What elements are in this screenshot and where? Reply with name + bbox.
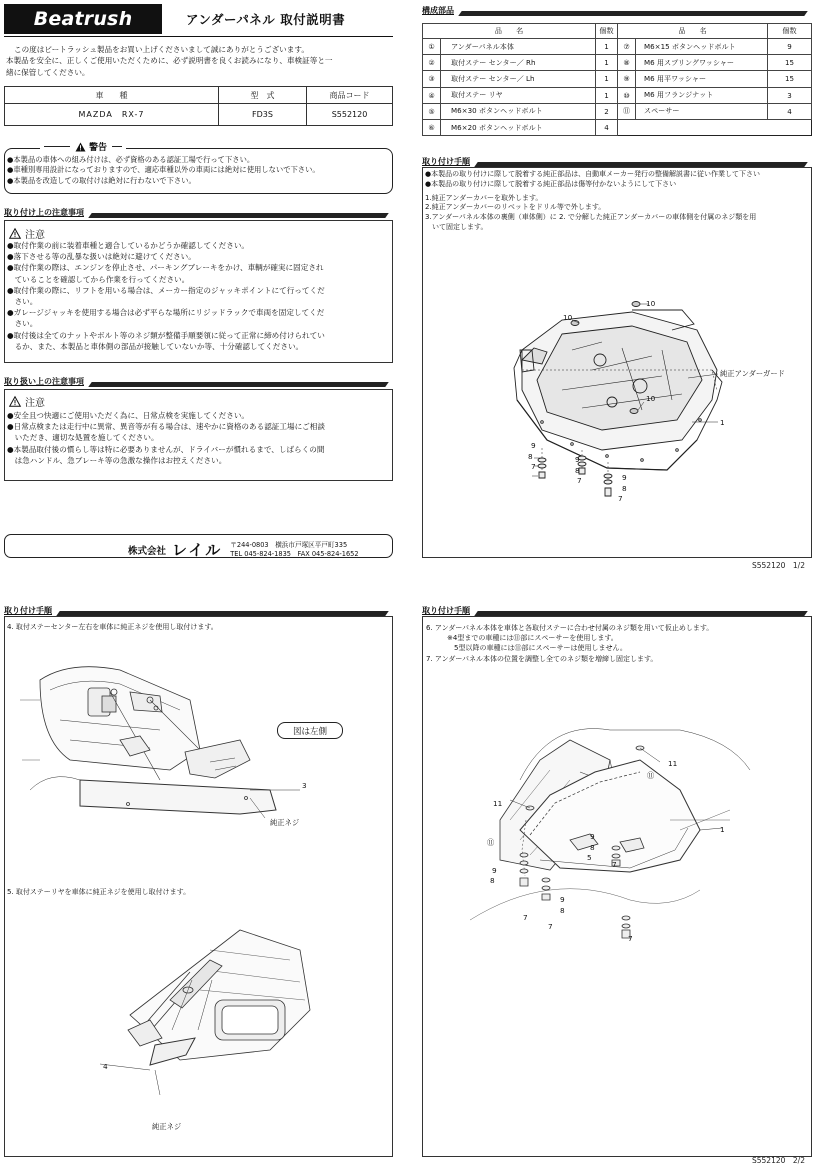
center-stay-figure bbox=[10, 640, 390, 840]
step-line: 3.アンダーパネル本体の裏側（車体側）に 2. で分解した純正アンダーカバーの車体側を付属のネジ類を用 bbox=[425, 213, 757, 222]
cell-name: M6×30 ボタンヘッドボルト bbox=[441, 103, 596, 119]
note-line: るか、また、本製品と車体側の部品が接触していないか等、十分確認してください。 bbox=[7, 341, 304, 351]
header-cell-type: 型 式 bbox=[219, 87, 307, 104]
label-genuine-screw: 純正ネジ bbox=[152, 1122, 182, 1131]
install-steps-heading bbox=[422, 155, 812, 167]
install-steps-heading bbox=[4, 604, 393, 616]
cell-no: ④ bbox=[423, 87, 441, 103]
cell-qty: 3 bbox=[768, 87, 812, 103]
label-7: 7 bbox=[618, 494, 623, 503]
label-circled-11: ⑪ bbox=[647, 771, 655, 780]
cell-qty: 2 bbox=[596, 103, 618, 119]
step-line: ●本製品の取り付けに際して脱着する純正部品は、自動車メーカー発行の整備解説書に従い作業して下さい bbox=[425, 170, 760, 178]
note-line: さい。 bbox=[7, 297, 38, 307]
cell-name: M6×20 ボタンヘッドボルト bbox=[441, 119, 596, 135]
step-line: いて固定します。 bbox=[425, 222, 488, 231]
label-8: 8 bbox=[560, 906, 565, 915]
cell-qty: 1 bbox=[596, 55, 618, 71]
company-contact: TEL 045-824-1835 FAX 045-824-1652 bbox=[230, 549, 359, 558]
step-line: 2.純正アンダーカバーのリベットをドリル等で外します。 bbox=[425, 203, 606, 212]
cell-name: M6 用フランジナット bbox=[636, 87, 768, 103]
install-notes-text bbox=[7, 240, 325, 352]
table-row bbox=[423, 39, 812, 55]
label-8: 8 bbox=[590, 843, 595, 852]
label-circled-11: ⑪ bbox=[487, 838, 495, 847]
label-9: 9 bbox=[492, 866, 497, 875]
cell-no: ⑤ bbox=[423, 103, 441, 119]
company-info bbox=[128, 539, 359, 560]
install-steps-text bbox=[425, 170, 760, 233]
label-10: 10 bbox=[646, 299, 656, 308]
cell-qty: 1 bbox=[596, 39, 618, 55]
install-steps-heading bbox=[422, 604, 812, 616]
note-line: ●取付作業の際は、エンジンを停止させ、パーキングブレーキをかけ、車輌が確実に固定され bbox=[7, 263, 324, 273]
company-address: 〒244-0803 横浜市戸塚区平戸町335 bbox=[230, 541, 348, 549]
label-8: 8 bbox=[622, 484, 627, 493]
header-cell: 個数 bbox=[596, 24, 618, 39]
step-line: 7. アンダーパネル本体の位置を調整し全てのネジ類を増締し固定します。 bbox=[426, 654, 658, 663]
label-9: 9 bbox=[560, 895, 565, 904]
parts-heading bbox=[422, 4, 812, 16]
label-1: 1 bbox=[720, 825, 725, 834]
cell-no: ③ bbox=[423, 71, 441, 87]
panel-install-figure bbox=[430, 700, 810, 960]
caution-label: 注意 bbox=[25, 230, 45, 241]
step-line: ●本製品の取り付けに際して脱着する純正部品は傷等付かないようにして下さい bbox=[425, 179, 677, 188]
note-line: ●日常点検または走行中に異常、異音等が有る場合は、速やかに資格のある認証工場にご相談 bbox=[7, 422, 325, 432]
table-row bbox=[423, 103, 812, 119]
label-10: 10 bbox=[563, 313, 573, 322]
label-7: 7 bbox=[612, 860, 617, 869]
header-divider bbox=[4, 36, 393, 37]
caution-icon bbox=[9, 396, 21, 407]
step-5-text: 5. 取付ステーリヤを車体に純正ネジを使用し取付けます。 bbox=[7, 888, 191, 896]
label-9: 9 bbox=[622, 473, 627, 482]
section-title: 取り付け手順 bbox=[4, 606, 52, 615]
label-10: 10 bbox=[646, 394, 656, 403]
cell-qty: 15 bbox=[768, 55, 812, 71]
cell-type: FD3S bbox=[219, 104, 307, 126]
company-prefix: 株式会社 bbox=[128, 545, 167, 557]
note-line: ていることを確認してから作業を行ってください。 bbox=[7, 274, 190, 284]
cell-no: ⑥ bbox=[423, 119, 441, 135]
label-7: 7 bbox=[577, 476, 582, 485]
company-name: レイル bbox=[172, 541, 223, 559]
label-7: 7 bbox=[531, 462, 536, 471]
header-cell-code: 商品コード bbox=[307, 87, 393, 104]
brand-logo bbox=[4, 4, 162, 34]
note-line: ●取付後は全てのナットやボルト等のネジ類が整備手順要領に従って正常に締め付けられてい bbox=[7, 330, 325, 340]
rear-stay-figure bbox=[100, 920, 380, 1140]
intro-text bbox=[6, 44, 333, 78]
warning-icon bbox=[75, 142, 86, 152]
table-row bbox=[423, 55, 812, 71]
note-line: さい。 bbox=[7, 319, 38, 329]
cell-name: 取付ステー センター／ Rh bbox=[441, 55, 596, 71]
note-line: は急ハンドル、急ブレーキ等の急激な操作はお控えください。 bbox=[7, 455, 227, 465]
label-11: 11 bbox=[493, 799, 503, 808]
label-genuine-guard: 純正アンダーガード bbox=[720, 369, 785, 378]
warning-line: ●本製品を改造しての取付けは絶対に行わないで下さい。 bbox=[7, 175, 196, 185]
cell-no: ⑦ bbox=[618, 39, 636, 55]
cell-no: ⑨ bbox=[618, 71, 636, 87]
table-row bbox=[423, 71, 812, 87]
label-11: 11 bbox=[668, 759, 678, 768]
step-line: 6. アンダーパネル本体を車体と各取付ステーに合わせ付属のネジ類を用いて仮止めします。 bbox=[426, 624, 714, 632]
header-cell: 品 名 bbox=[423, 24, 596, 39]
note-line: ●落下させる等の乱暴な扱いは絶対に避けてください。 bbox=[7, 252, 196, 262]
header-cell: 品 名 bbox=[618, 24, 768, 39]
label-8: 8 bbox=[490, 876, 495, 885]
cell-code: S552120 bbox=[307, 104, 393, 126]
step-line: 1.純正アンダーカバーを取外します。 bbox=[425, 193, 543, 202]
label-8: 8 bbox=[528, 452, 533, 461]
handling-notes-text bbox=[7, 410, 325, 466]
section-title: 取り付け上の注意事項 bbox=[4, 208, 84, 217]
vehicle-table bbox=[4, 86, 393, 126]
caution-icon bbox=[9, 228, 21, 239]
label-genuine-screw: 純正ネジ bbox=[270, 818, 300, 827]
warning-text bbox=[7, 155, 320, 186]
label-7: 7 bbox=[628, 934, 633, 943]
page-number: S552120 2/2 bbox=[752, 1156, 805, 1165]
cell-name: 取付ステー リヤ bbox=[441, 87, 596, 103]
label-4: 4 bbox=[103, 1062, 108, 1071]
warning-label bbox=[40, 140, 126, 153]
note-line: ●ガレージジャッキを使用する場合は必ず平らな場所にリジッドラックで車両を固定してくだ bbox=[7, 308, 325, 318]
label-7: 7 bbox=[548, 922, 553, 931]
brand-logo-text: Beatrush bbox=[33, 8, 133, 30]
note-line: ●取付作業の前に装着車種と適合しているかどうか確認してください。 bbox=[7, 241, 250, 250]
table-header-row bbox=[5, 87, 393, 104]
cell-qty: 15 bbox=[768, 71, 812, 87]
label-9: 9 bbox=[575, 455, 580, 464]
label-9: 9 bbox=[590, 832, 595, 841]
intro-line: 緒に保管してください。 bbox=[6, 67, 90, 77]
intro-line: 本製品を安全に、正しくご使用いただくために、必ず説明書を良くお読みになり、車検証等と一 bbox=[6, 56, 333, 66]
label-9: 9 bbox=[531, 441, 536, 450]
label-1: 1 bbox=[720, 418, 725, 427]
cell-name: M6 用平ワッシャー bbox=[636, 71, 768, 87]
cell-qty: 4 bbox=[768, 103, 812, 119]
cell-name: M6×15 ボタンヘッドボルト bbox=[636, 39, 768, 55]
table-row bbox=[5, 104, 393, 126]
cell-qty: 4 bbox=[596, 119, 618, 135]
header-cell-model: 車 種 bbox=[5, 87, 219, 104]
step-line: ※4型までの車種には⑪部にスペーサーを使用します。 bbox=[426, 634, 618, 643]
label-7: 7 bbox=[523, 913, 528, 922]
caution-heading bbox=[9, 394, 45, 409]
step-6-text bbox=[426, 623, 713, 664]
under-panel-figure bbox=[422, 290, 812, 520]
caution-heading bbox=[9, 226, 45, 241]
step-4-text: 4. 取付ステーセンター左右を車体に純正ネジを使用し取付けます。 bbox=[7, 623, 218, 631]
cell-no: ① bbox=[423, 39, 441, 55]
cell-qty: 1 bbox=[596, 87, 618, 103]
section-title: 取り付け手順 bbox=[422, 157, 470, 166]
cell-name: スペーサー bbox=[636, 103, 768, 119]
cell-model: MAZDA RX-7 bbox=[5, 104, 219, 126]
section-title: 取り付け手順 bbox=[422, 606, 470, 615]
label-5: 5 bbox=[587, 853, 592, 862]
warning-line: ●車種別専用設計になっておりますので、適応車種以外の車両には絶対に使用しないで下さい。 bbox=[7, 165, 320, 175]
label-3: 3 bbox=[302, 781, 307, 790]
table-header-row bbox=[423, 24, 812, 39]
handling-notes-heading bbox=[4, 375, 393, 387]
cell-no: ② bbox=[423, 55, 441, 71]
note-line: ●安全且つ快適にご使用いただく為に、日常点検を実施してください。 bbox=[7, 411, 250, 420]
step-line: 5型以降の車種には⑪部にスペーサーは使用しません。 bbox=[426, 644, 627, 653]
label-8: 8 bbox=[575, 466, 580, 475]
cell-no: ⑧ bbox=[618, 55, 636, 71]
section-title: 構成部品 bbox=[422, 6, 454, 15]
cell-qty: 1 bbox=[596, 71, 618, 87]
cell-no: ⑩ bbox=[618, 87, 636, 103]
note-line: ●取付作業の際に、リフトを用いる場合は、メーカー指定のジャッキポイントにて行ってくだ bbox=[7, 285, 325, 295]
left-side-badge: 図は左側 bbox=[277, 722, 343, 739]
note-line: いただき、適切な処置を施してください。 bbox=[7, 433, 159, 443]
warning-line: ●本製品の車体への組み付けは、必ず資格のある認証工場で行って下さい。 bbox=[7, 155, 255, 164]
cell-name: 取付ステー センター／ Lh bbox=[441, 71, 596, 87]
intro-line: この度はビートラッシュ製品をお買い上げくださいまして誠にありがとうございます。 bbox=[14, 45, 309, 54]
note-line: ●本製品取付後の慣らし等は特に必要ありませんが、ドライバーが慣れるまで、しばらくの間 bbox=[7, 444, 325, 454]
table-row bbox=[423, 119, 812, 135]
table-row bbox=[423, 87, 812, 103]
install-notes-heading bbox=[4, 206, 393, 218]
document-title: アンダーパネル 取付説明書 bbox=[186, 12, 346, 27]
cell-no: ⑪ bbox=[618, 103, 636, 119]
header-cell: 個数 bbox=[768, 24, 812, 39]
cell-name: M6 用スプリングワッシャー bbox=[636, 55, 768, 71]
parts-table bbox=[422, 23, 812, 136]
cell-name: アンダーパネル本体 bbox=[441, 39, 596, 55]
page-number: S552120 1/2 bbox=[752, 561, 805, 570]
cell-qty: 9 bbox=[768, 39, 812, 55]
caution-label: 注意 bbox=[25, 398, 45, 409]
warning-title: 警告 bbox=[89, 143, 108, 153]
section-title: 取り扱い上の注意事項 bbox=[4, 377, 84, 386]
